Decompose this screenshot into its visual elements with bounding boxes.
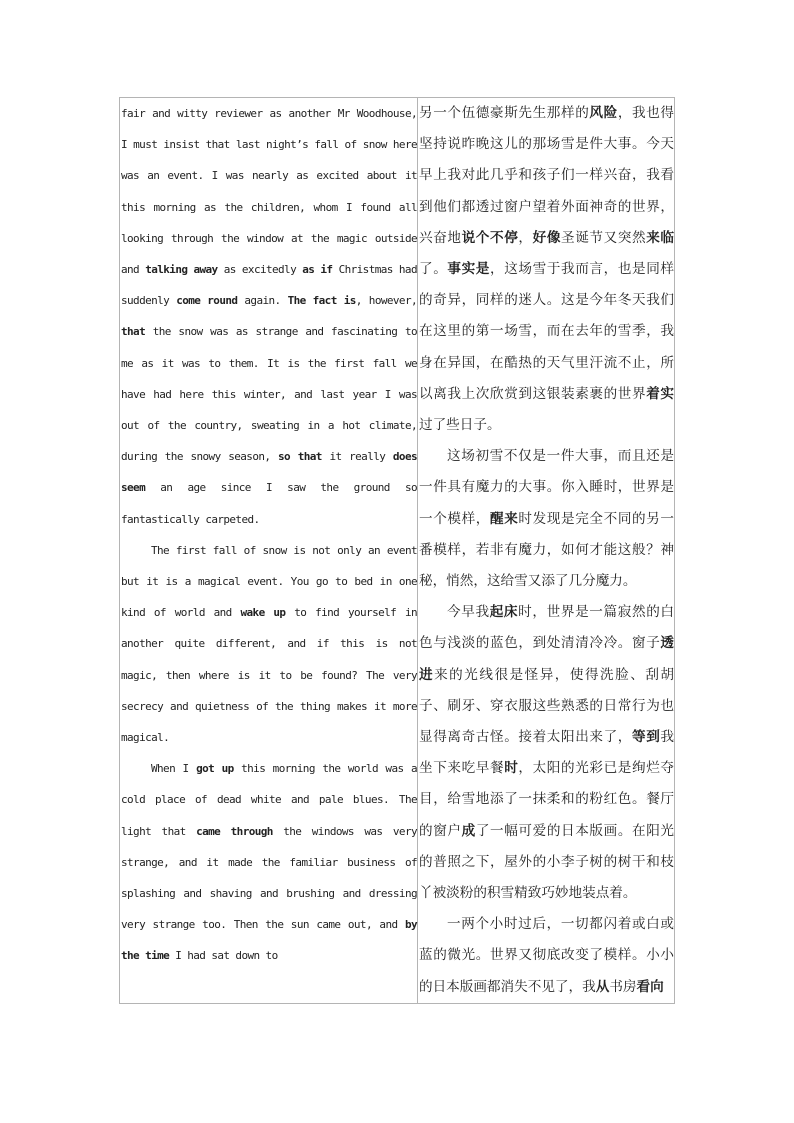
table-row — [120, 98, 675, 1004]
chinese-column — [418, 98, 675, 1004]
english-paragraph-2: The first fall of snow is not only an event but it is a magical event. You go to bed in one kind of world and wake up to find yourself in another quite different, and if this is not magic, then where is it to be found? The very secrecy and quietness of the thing makes it more magical. — [121, 543, 418, 745]
english-column — [120, 98, 418, 1004]
chinese-paragraph-4: 一两个小时过后，一切都闪着或白或蓝的微光。世界又彻底改变了模样。小小的日本版画都消失不见了，我从书房看向 — [419, 916, 674, 995]
english-paragraph-3: When I got up this morning the world was a cold place of dead white and pale blues. The light that came through the windows was very strange, and it made the familiar business of splashing and shaving and brushing and dressing very strange too. Then the sun came out, and by the time I had sat down to — [121, 762, 417, 963]
chinese-paragraph-1: 另一个伍德豪斯先生那样的风险，我也得坚持说昨晚这儿的那场雪是件大事。今天早上我对此几乎和孩子们一样兴奋，我看到他们都透过窗户望着外面神奇的世界，兴奋地说个不停，好像圣诞节又突然来临了。事实是，这场雪于我而言，也是同样的奇异，同样的迷人。这是今年冬天我们在这里的第一场雪，而在去年的雪季，我身在异国，在酷热的天气里汗流不止，所以离我上次欣赏到这银装素裹的世界着实过了些日子。 — [419, 105, 675, 434]
bilingual-text-table — [119, 97, 675, 1004]
english-paragraph-1: fair and witty reviewer as another Mr Woodhouse, I must insist that last night’s fall of snow here was an event. I was nearly as excited about it this morning as the children, whom I found all looking through the window at the magic outside and talking away as excitedly as if Christmas had suddenly come round again. The fact is, however, that the snow was as strange and fascinating to me as it was to them. It is the first fall we have had here this winter, and last year I was out of the country, sweating in a hot climate, during the snowy season, so that it really does seem an age since I saw the ground so fantastically carpeted. — [121, 107, 417, 526]
english-text — [120, 98, 417, 972]
chinese-paragraph-3: 今早我起床时，世界是一篇寂然的白色与浅淡的蓝色，到处清清冷冷。窗子透进来的光线很是怪异，使得洗脸、刮胡子、刷牙、穿衣服这些熟悉的日常行为也显得离奇古怪。接着太阳出来了，等到我坐下来吃早餐时，太阳的光彩已是绚烂夺目，给雪地添了一抹柔和的粉红色。餐厅的窗户成了一幅可爱的日本版画。在阳光的普照之下，屋外的小李子树的树干和枝丫被淡粉的积雪精致巧妙地装点着。 — [419, 604, 675, 902]
chinese-paragraph-2: 这场初雪不仅是一件大事，而且还是一件具有魔力的大事。你入睡时，世界是一个模样，醒来时发现是完全不同的另一番模样，若非有魔力，如何才能这般？神秘，悄然，这给雪又添了几分魔力。 — [419, 448, 675, 590]
chinese-text — [418, 98, 674, 1003]
